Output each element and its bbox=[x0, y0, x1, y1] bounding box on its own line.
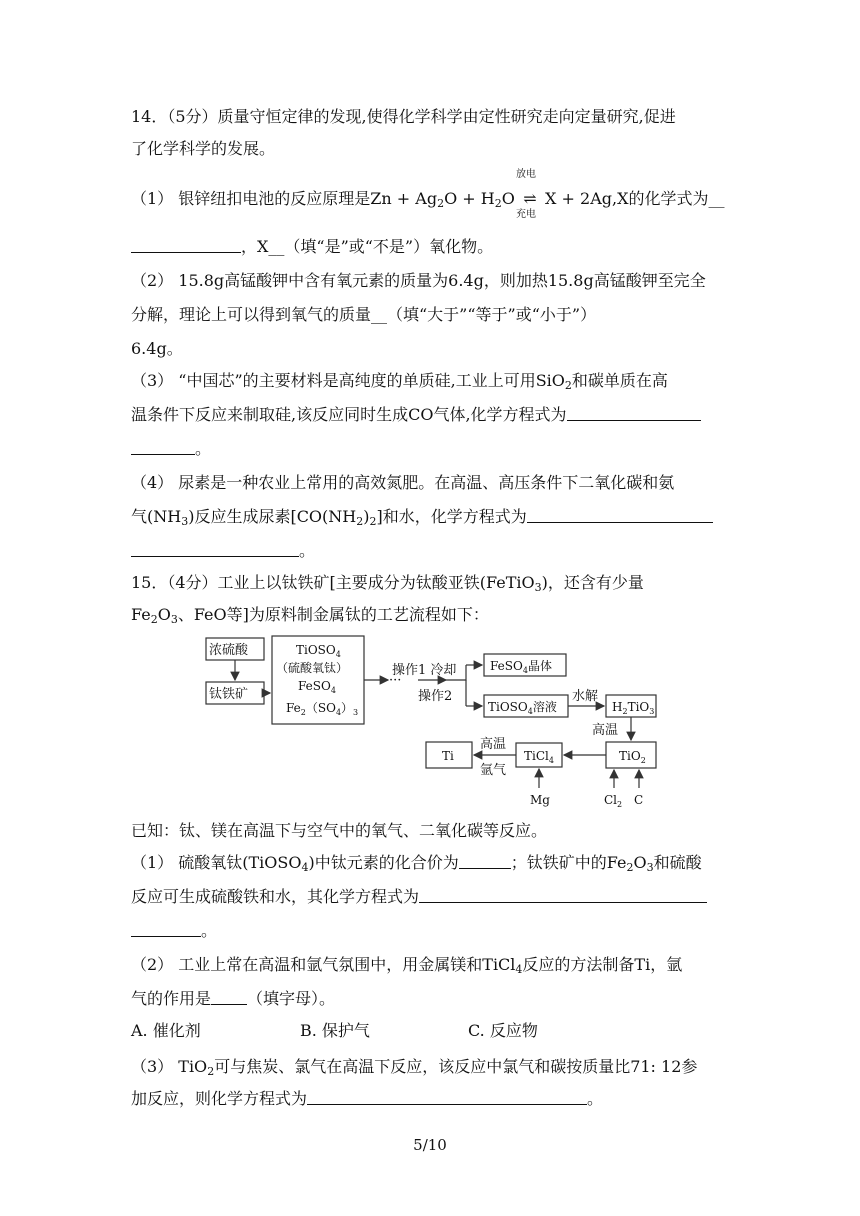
label-argon: 氩气 bbox=[480, 763, 507, 778]
answer-blank[interactable] bbox=[419, 888, 707, 903]
label-c: C bbox=[634, 793, 644, 807]
label-op1: 操作1 冷却 bbox=[392, 663, 457, 678]
label-ticl4: TiCl$_4$ bbox=[524, 749, 554, 765]
q15-part1-line3: 。 bbox=[131, 920, 217, 942]
label-mix2: （硫酸氧钛） bbox=[276, 661, 349, 675]
label-hightemp2: 高温 bbox=[480, 737, 507, 752]
option-a[interactable]: A. 催化剂 bbox=[131, 1021, 201, 1040]
q14-part3-line1: （3） “中国芯”的主要材料是高纯度的单质硅,工业上可用SiO$_2$和碳单质在高 bbox=[131, 371, 668, 392]
label-acid: 浓硫酸 bbox=[209, 643, 249, 658]
label-feso4: FeSO$_4$晶体 bbox=[490, 659, 552, 675]
label-dots: ··· bbox=[389, 673, 402, 688]
label-hydrolysis: 水解 bbox=[572, 689, 599, 704]
q14-part3-line3: 。 bbox=[131, 438, 211, 460]
label-cl2: $Cl_2$ bbox=[604, 793, 623, 809]
answer-blank[interactable] bbox=[131, 542, 299, 557]
q15-part2-line1: （2） 工业上常在高温和氩气氛围中，用金属镁和TiCl$_4$反应的方法制备Ti，氩 bbox=[131, 955, 683, 976]
label-ore: 钛铁矿 bbox=[209, 687, 249, 702]
process-flow-diagram bbox=[196, 632, 666, 812]
option-b[interactable]: B. 保护气 bbox=[300, 1021, 370, 1040]
q14-line1: 14．（5分）质量守恒定律的发现,使得化学科学由定性研究走向定量研究,促进 bbox=[131, 107, 676, 126]
option-c[interactable]: C. 反应物 bbox=[468, 1021, 538, 1040]
label-tio2: TiO$_2$ bbox=[619, 749, 646, 765]
q15-part1-line2: 反应可生成硫酸铁和水，其化学方程式为 bbox=[131, 886, 707, 908]
q15-part3-line1: （3） TiO$_2$可与焦炭、氯气在高温下反应，该反应中氯气和碳按质量比71: 12参 bbox=[131, 1057, 698, 1078]
q15-line2: $Fe_2O_3$、FeO等]为原料制金属钛的工艺流程如下： bbox=[131, 605, 489, 626]
q14-part4-line3: 。 bbox=[131, 540, 315, 562]
label-hightemp1: 高温 bbox=[592, 723, 619, 738]
q14-part1-line1: （1） 银锌纽扣电池的反应原理是$Zn + Ag_2O + H_2O$ 放电 ⇌ 充电 X + 2Ag,X的化学式为__ bbox=[131, 169, 725, 220]
page-number: 5/10 bbox=[413, 1136, 447, 1154]
label-h2tio3: $H_2TiO_3$ bbox=[612, 700, 655, 716]
label-mg: Mg bbox=[530, 793, 550, 807]
reversible-arrow: 放电 ⇌ 充电 bbox=[515, 169, 537, 220]
q14-line2: 了化学科学的发展。 bbox=[131, 139, 276, 158]
answer-blank[interactable] bbox=[527, 508, 713, 523]
q14-part4-line2: 气$(NH_3)$反应生成尿素$[CO(NH_2)_2]$和水，化学方程式为 bbox=[131, 506, 713, 533]
q15-known: 已知：钛、镁在高温下与空气中的氧气、二氧化碳等反应。 bbox=[131, 821, 548, 840]
q15-part3-line2: 加反应，则化学方程式为 。 bbox=[131, 1089, 604, 1108]
answer-blank[interactable] bbox=[131, 922, 201, 937]
q14-part3-line2: 温条件下反应来制取硅,该反应同时生成CO气体,化学方程式为 bbox=[131, 404, 701, 426]
label-mix1: TiOSO$_4$ bbox=[296, 643, 341, 659]
label-mix4: $Fe_2(SO_4)_3$ bbox=[286, 701, 359, 717]
q14-part4-line1: （4） 尿素是一种农业上常用的高效氮肥。在高温、高压条件下二氧化碳和氨 bbox=[131, 473, 675, 492]
label-ti: Ti bbox=[442, 749, 454, 763]
answer-blank[interactable] bbox=[567, 406, 701, 421]
answer-blank[interactable] bbox=[131, 238, 241, 253]
q14-part2-line3: 6.4g。 bbox=[131, 339, 183, 358]
q14-part1-line2: ，X__（填“是”或“不是”）氧化物。 bbox=[131, 236, 493, 258]
q14-part2-line2: 分解，理论上可以得到氧气的质量__（填“大于”“等于”或“小于”） bbox=[131, 305, 597, 324]
label-op2: 操作2 bbox=[418, 689, 453, 704]
q14-part2-line1: （2） 15.8g高锰酸钾中含有氧元素的质量为6.4g，则加热15.8g高锰酸钾至完全 bbox=[131, 271, 706, 290]
answer-blank[interactable] bbox=[459, 854, 511, 869]
answer-blank[interactable] bbox=[211, 990, 247, 1005]
q15-part2-line2: 气的作用是 （填字母）。 bbox=[131, 989, 336, 1008]
label-tioso4: TiOSO$_4$溶液 bbox=[488, 700, 557, 716]
q15-part1-line1: （1） 硫酸氧钛(TiOSO$_4$)中钛元素的化合价为 ；钛铁矿中的$Fe_2O_3$和硫酸 bbox=[131, 853, 702, 874]
label-mix3: FeSO$_4$ bbox=[298, 679, 336, 695]
answer-blank[interactable] bbox=[307, 1090, 587, 1105]
answer-blank[interactable] bbox=[131, 440, 195, 455]
q15-line1: 15．（4分）工业上以钛铁矿[主要成分为钛酸亚铁(FeTiO$_3$)，还含有少量 bbox=[131, 573, 644, 594]
